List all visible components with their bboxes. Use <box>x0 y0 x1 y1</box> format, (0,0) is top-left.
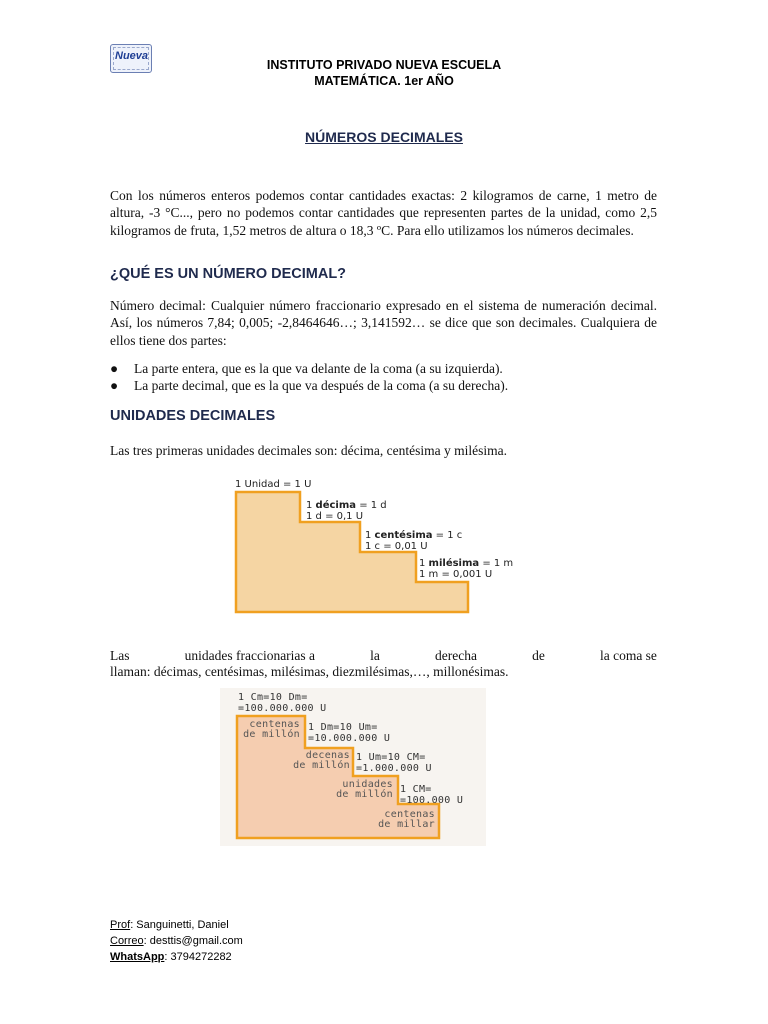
bullet-parte-decimal <box>110 377 508 394</box>
section-heading-unidades: UNIDADES DECIMALES <box>110 408 276 424</box>
label-decenas-millon-2: de millón <box>293 760 350 771</box>
label-centenas-millar-2: de millar <box>378 819 435 830</box>
correo-label: Correo <box>110 935 144 947</box>
label-dm-2: =10.000.000 U <box>308 733 391 744</box>
logo-text: Nueva <box>115 50 149 62</box>
fraccionarias-line2: llaman: décimas, centésimas, milésimas, diezmilésimas,…, millonésimas. <box>110 664 509 679</box>
decimal-units-diagram <box>230 476 540 616</box>
label-decenas-millon-1: decenas <box>305 750 350 761</box>
fraccionarias-line1 <box>110 647 657 664</box>
word: la <box>370 648 380 663</box>
section-heading-decimal: ¿QUÉ ES UN NÚMERO DECIMAL? <box>110 266 347 282</box>
label-unidad: 1 Unidad = 1 U <box>235 479 312 490</box>
label-milesima-eq: 1 m = 0,001 U <box>419 569 493 580</box>
label-centenas-millon-1: centenas <box>249 719 300 730</box>
word: Las <box>110 648 130 663</box>
word: la coma se <box>599 648 657 663</box>
label-centenas-millar-1: centenas <box>384 809 435 820</box>
label-centenas-millon-2: de millón <box>243 729 300 740</box>
bullet-parte-entera <box>110 360 503 377</box>
footer-correo <box>110 933 243 949</box>
correo-value: : desttis@gmail.com <box>143 935 243 947</box>
footer-prof <box>110 917 229 933</box>
word: de <box>532 648 545 663</box>
word: derecha <box>435 648 477 663</box>
label-milesima: 1 milésima = 1 m <box>419 558 514 569</box>
label-um-1: 1 Um=10 CM= <box>356 752 426 763</box>
label-centesima: 1 centésima = 1 c <box>365 530 463 541</box>
label-decima-eq: 1 d = 0,1 U <box>306 511 364 522</box>
footer-whatsapp <box>110 949 232 965</box>
label-dm-1: 1 Dm=10 Um= <box>308 722 378 733</box>
bullet-dot: ● <box>110 361 119 376</box>
label-cm-2: =100.000.000 U <box>238 703 327 714</box>
million-units-diagram <box>220 688 486 846</box>
label-unidades-millon-2: de millón <box>336 789 393 800</box>
bullet-text: La parte decimal, que es la que va después de la coma (a su derecha). <box>134 378 509 393</box>
label-um-2: =1.000.000 U <box>356 763 432 774</box>
bullet-text: La parte entera, que es la que va delante de la coma (a su izquierda). <box>134 361 503 376</box>
intro-paragraph: Con los números enteros podemos contar cantidades exactas: 2 kilogramos de carne, 1 metro de altura, -3 °C..., pero no podemos contar cantidades que representen partes de la unidad, como 2,5 kilogramos de fruta, 1,52 metros de altura o 18,3 ºC. Para ello utilizamos los números decimales. <box>110 188 657 238</box>
decimal-definition: Número decimal: Cualquier número fraccionario expresado en el sistema de numeración decimal. Así, los números 7,84; 0,005; -2,8464646…; 3,141592… se dice que son decimales. Cualquiera de ellos tiene dos partes: <box>110 298 657 348</box>
label-centesima-eq: 1 c = 0,01 U <box>365 541 428 552</box>
course-name: MATEMÁTICA. 1er AÑO <box>314 74 454 88</box>
page-title: NÚMEROS DECIMALES <box>305 129 463 145</box>
label-cM-2: =100.000 U <box>400 795 464 806</box>
label-cm-1: 1 Cm=10 Dm= <box>238 692 308 703</box>
whatsapp-label: WhatsApp <box>110 951 165 963</box>
bullet-dot: ● <box>110 378 119 393</box>
unidades-text: Las tres primeras unidades decimales son: décima, centésima y milésima. <box>110 443 507 458</box>
prof-label: Prof <box>110 919 131 931</box>
label-unidades-millon-1: unidades <box>342 779 393 790</box>
label-cM-1: 1 CM= <box>400 784 432 795</box>
institution-name: INSTITUTO PRIVADO NUEVA ESCUELA <box>266 58 502 72</box>
word: unidades fraccionarias a <box>184 648 316 663</box>
prof-value: : Sanguinetti, Daniel <box>130 919 229 931</box>
whatsapp-value: : 3794272282 <box>164 951 232 963</box>
label-decima: 1 décima = 1 d <box>306 500 387 511</box>
